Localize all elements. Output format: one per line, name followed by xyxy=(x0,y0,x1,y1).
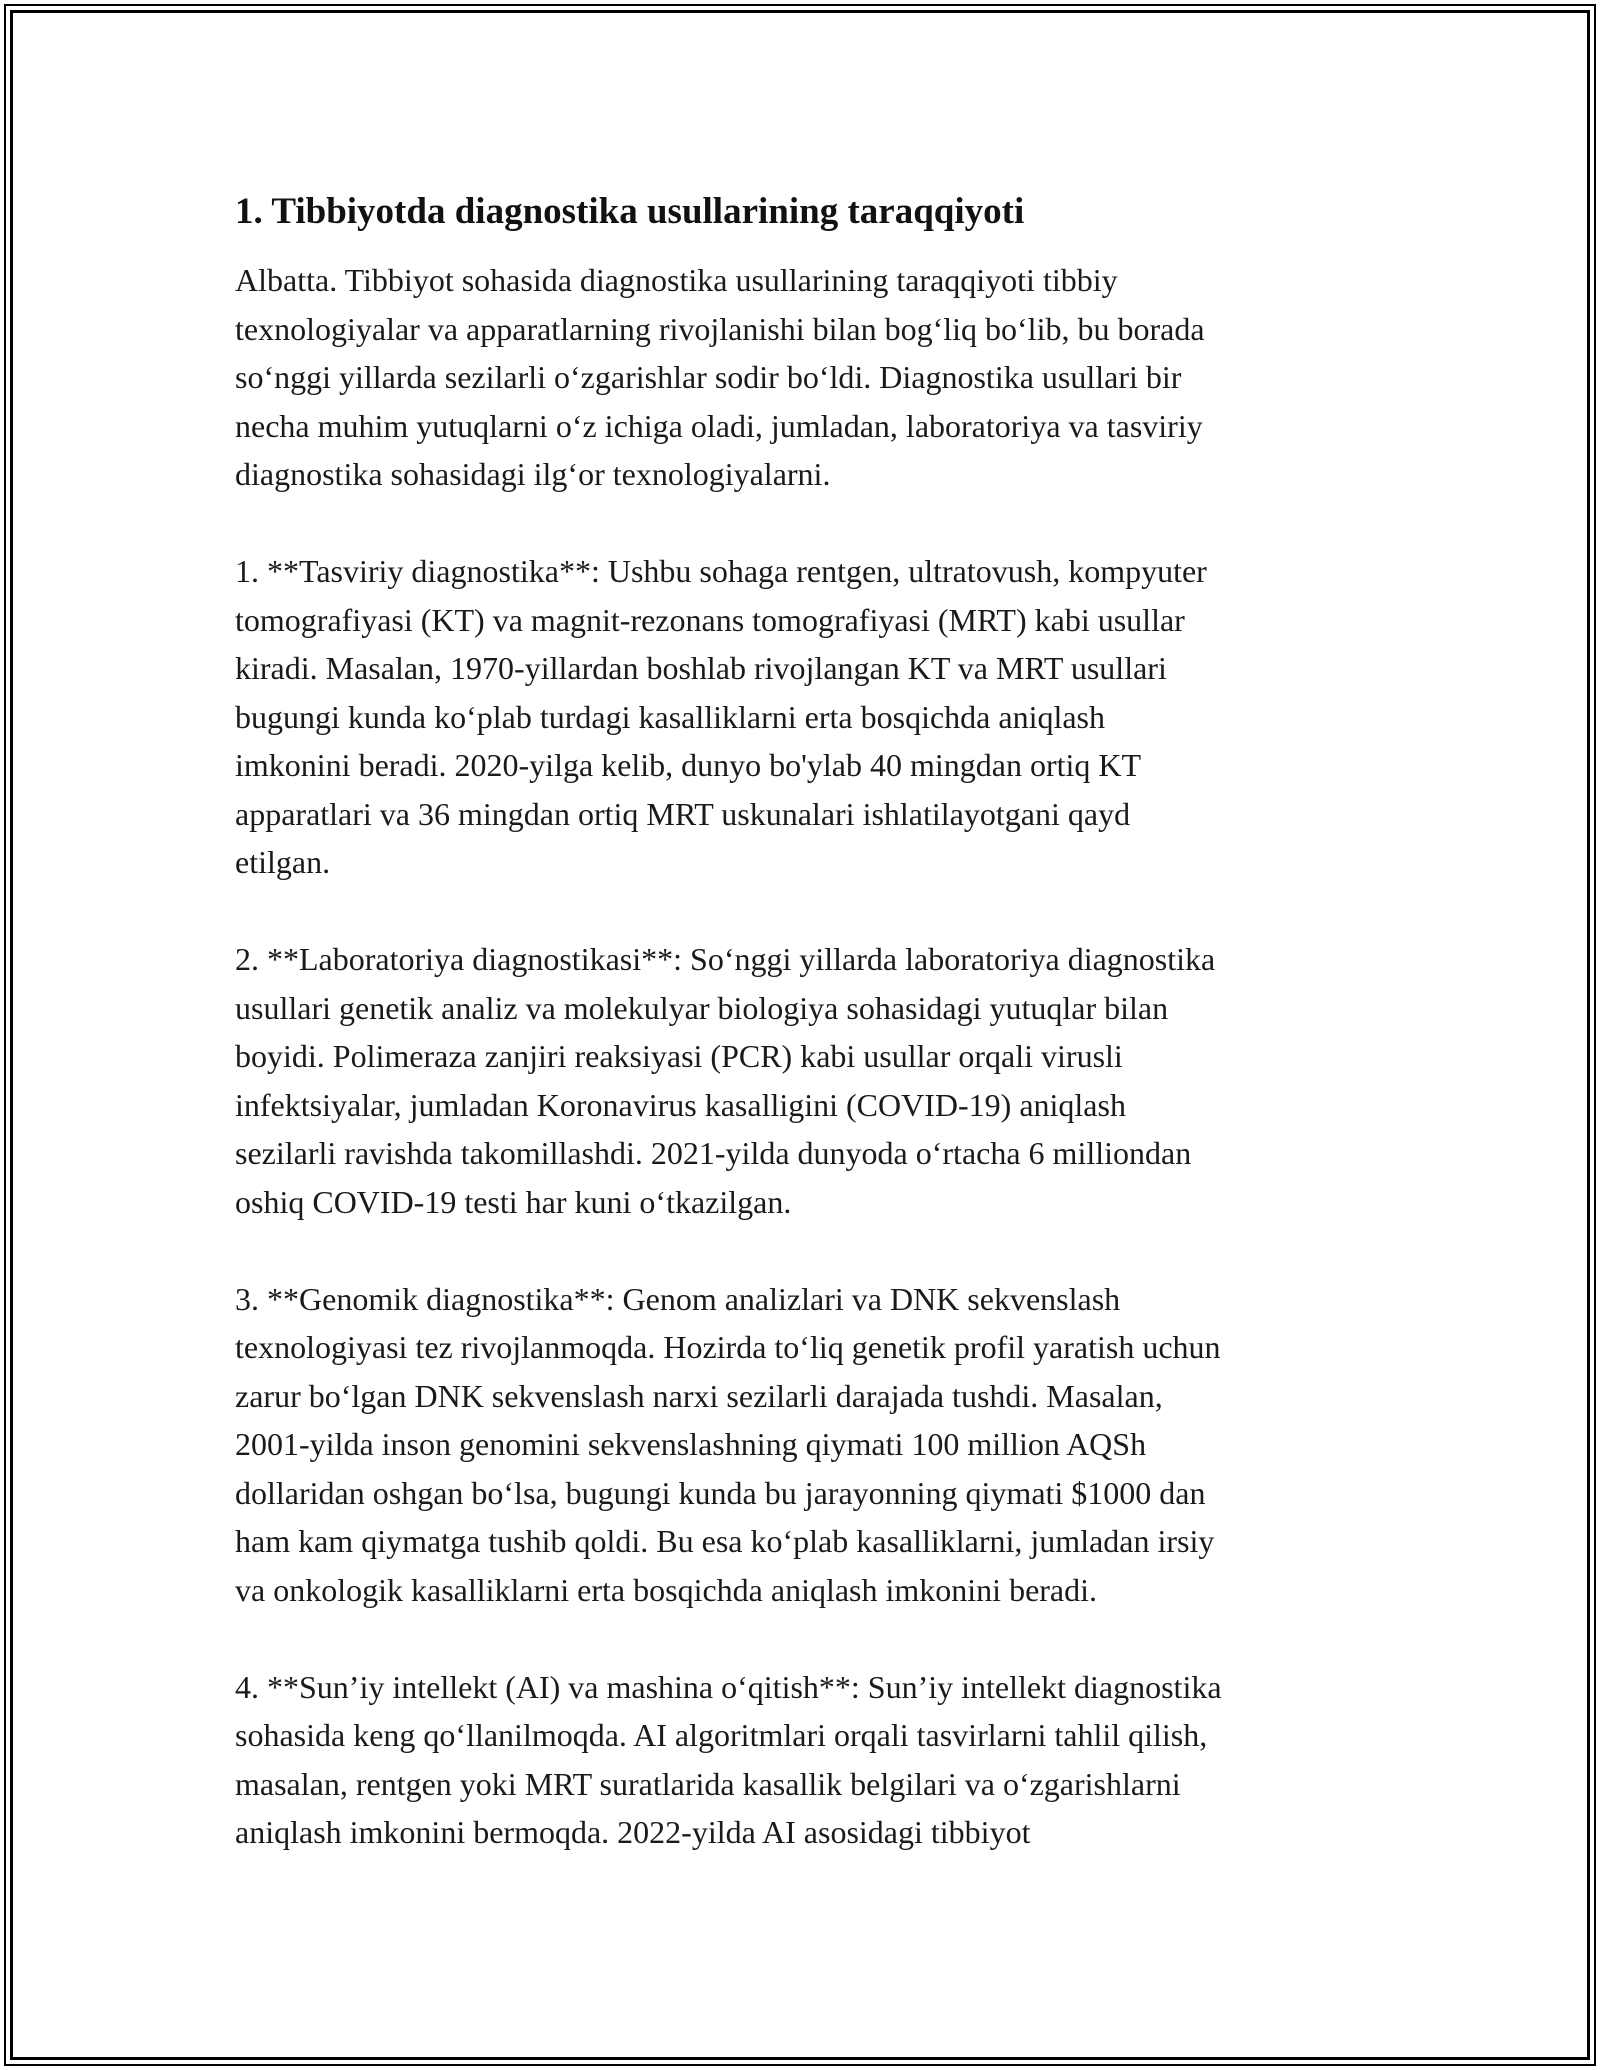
paragraph-genomic-diagnostics: 3. **Genomik diagnostika**: Genom analizlari va DNK sekvenslash texnologiyasi tez rivojlanmoqda. Hozirda to‘liq genetik profil yaratish uchun zarur bo‘lgan DNK sekvenslash narxi sezilarli darajada tushdi. Masalan, 2001-yilda inson genomini sekvenslashning qiymati 100 million AQSh dollaridan oshgan bo‘lsa, bugungi kunda bu jarayonning qiymati $1000 dan ham kam qiymatga tushib qoldi. Bu esa ko‘plab kasalliklarni, jumladan irsiy va onkologik kasalliklarni erta bosqichda aniqlash imkonini beradi. xyxy=(235,1280,1221,1608)
intro-paragraph: Albatta. Tibbiyot sohasida diagnostika usullarining taraqqiyoti tibbiy texnologiyalar va apparatlarning rivojlanishi bilan bog‘liq bo‘lib, bu borada so‘nggi yillarda sezilarli o‘zgarishlar sodir bo‘ldi. Diagnostika usullari bir necha muhim yutuqlarni o‘z ichiga oladi, jumladan, laboratoriya va tasviriy diagnostika sohasidagi ilg‘or texnologiyalarni. xyxy=(235,262,1205,492)
paragraph-imaging-diagnostics: 1. **Tasviriy diagnostika**: Ushbu sohaga rentgen, ultratovush, kompyuter tomografiyasi (KT) va magnit-rezonans tomografiyasi (MRT) kabi usullar kiradi. Masalan, 1970-yillardan boshlab rivojlangan KT va MRT usullari bugungi kunda ko‘plab turdagi kasalliklarni erta bosqichda aniqlash imkonini beradi. 2020-yilga kelib, dunyo bo'ylab 40 mingdan ortiq KT apparatlari va 36 mingdan ortiq MRT uskunalari ishlatilayotgani qayd etilgan. xyxy=(235,553,1207,880)
document-body xyxy=(235,186,1385,1857)
document-title: 1. Tibbiyotda diagnostika usullarining taraqqiyoti xyxy=(235,191,1025,232)
paragraph-laboratory-diagnostics: 2. **Laboratoriya diagnostikasi**: So‘nggi yillarda laboratoriya diagnostika usullari genetik analiz va molekulyar biologiya sohasidagi yutuqlar bilan boyidi. Polimeraza zanjiri reaksiyasi (PCR) kabi usullar orqali virusli infektsiyalar, jumladan Koronavirus kasalligini (COVID-19) aniqlash sezilarli ravishda takomillashdi. 2021-yilda dunyoda o‘rtacha 6 milliondan oshiq COVID-19 testi har kuni o‘tkazilgan. xyxy=(235,941,1216,1220)
paragraph-artificial-intelligence: 4. **Sun’iy intellekt (AI) va mashina o‘qitish**: Sun’iy intellekt diagnostika sohasida keng qo‘llanilmoqda. AI algoritmlari orqali tasvirlarni tahlil qilish, masalan, rentgen yoki MRT suratlarida kasallik belgilari va o‘zgarishlarni aniqlash imkonini bermoqda. 2022-yilda AI asosidagi tibbiyot xyxy=(235,1668,1222,1850)
